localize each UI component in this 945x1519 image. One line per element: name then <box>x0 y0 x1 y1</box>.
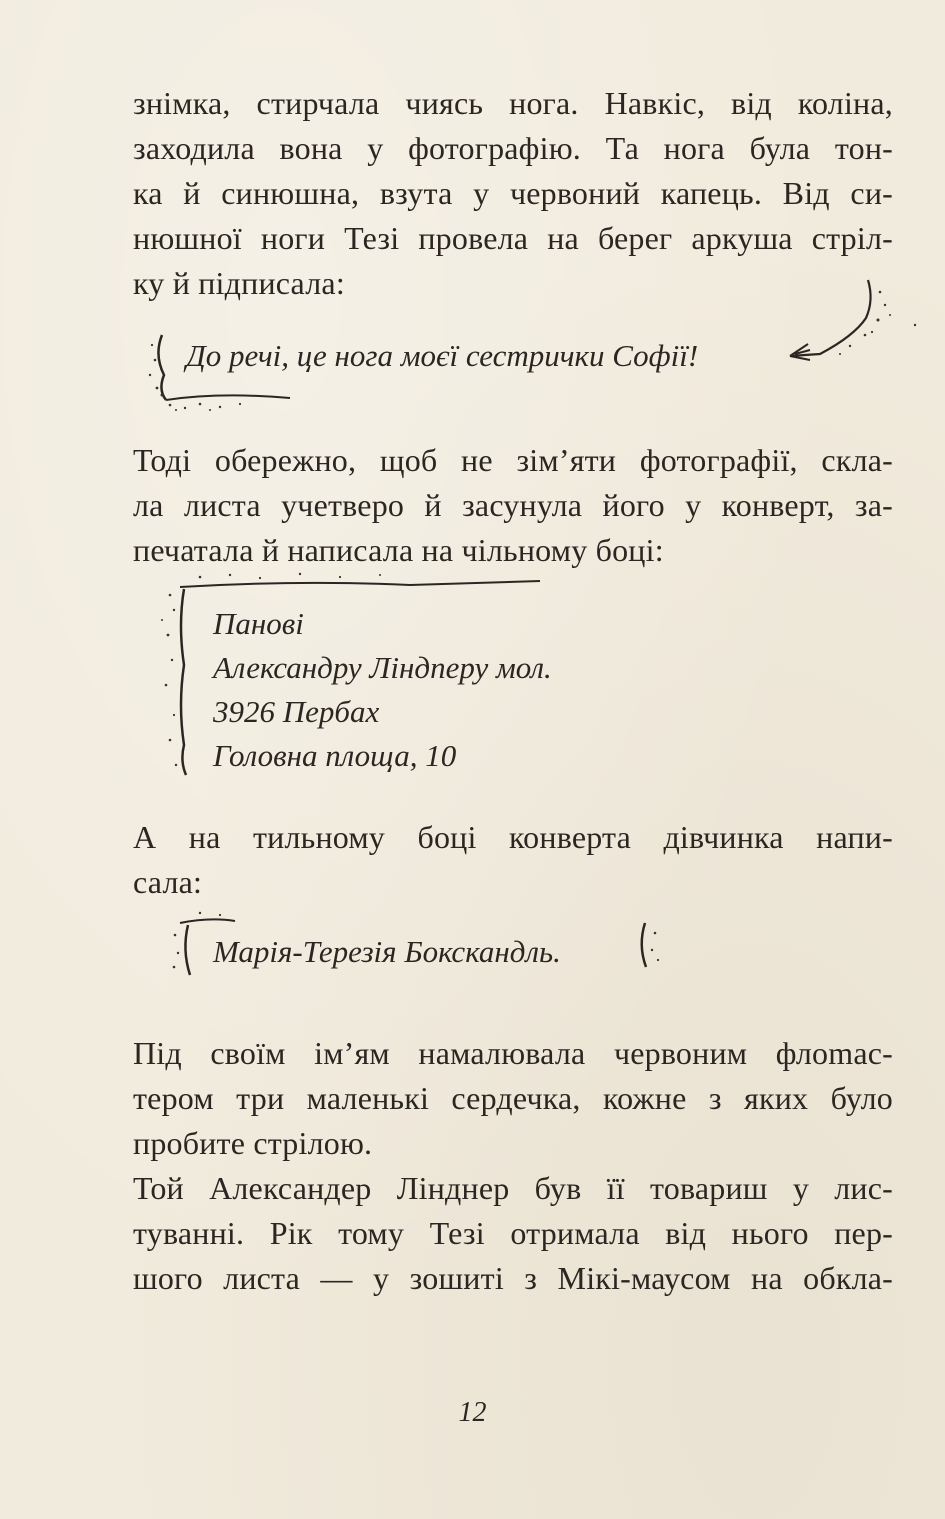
note1-text: До речі, це нога моєї сестрички Софії! <box>186 338 699 373</box>
paragraph2-line: Тоді обережно, щоб не зім’яти фотографії, скла- <box>133 442 893 478</box>
paragraph3-line: сала: <box>133 864 203 900</box>
address-line: 3926 Пербах <box>213 694 380 729</box>
paragraph5-line: Той Александер Лінднер був її товариш у лис- <box>133 1170 893 1206</box>
address-line: Головна площа, 10 <box>213 738 457 773</box>
paragraph4-line: Під своїм ім’ям намалювала червоним флomас- <box>133 1035 893 1071</box>
paragraph1-line: ку й підписала: <box>133 265 345 301</box>
paragraph1-line: ка й синюшна, взута у червоний капець. Від си- <box>133 175 893 211</box>
paragraph3-line: А на тильному боці конверта дівчинка напи- <box>133 819 893 855</box>
page-number: 12 <box>458 1397 487 1428</box>
paragraph5-line: шого листа — у зошиті з Мікі-маусом на обкла- <box>133 1260 893 1296</box>
paragraph4-line: тером три маленькі сердечка, кожне з яких було <box>133 1080 893 1116</box>
paragraph2-line: печатала й написала на чільному боці: <box>133 532 664 568</box>
paragraph4-line: пробите стрілою. <box>133 1125 373 1161</box>
paragraph1-line: заходила вона у фотографію. Та нога була тон- <box>133 130 893 166</box>
note2-text: Марія-Терезія Бокскандль. <box>213 934 561 969</box>
paragraph1-line: нюшної ноги Тезі провела на берег аркуша стріл- <box>133 220 893 256</box>
address-line: Панові <box>213 606 304 641</box>
paragraph5-line: туванні. Рік тому Тезі отримала від нього пер- <box>133 1215 893 1251</box>
address-line: Александру Ліндneру мол. <box>213 650 552 685</box>
paragraph2-line: ла листа учетверо й засунула його у конверт, за- <box>133 487 893 523</box>
paragraph1-line: знімка, стирчала чиясь нога. Навкіс, від коліна, <box>133 85 893 121</box>
